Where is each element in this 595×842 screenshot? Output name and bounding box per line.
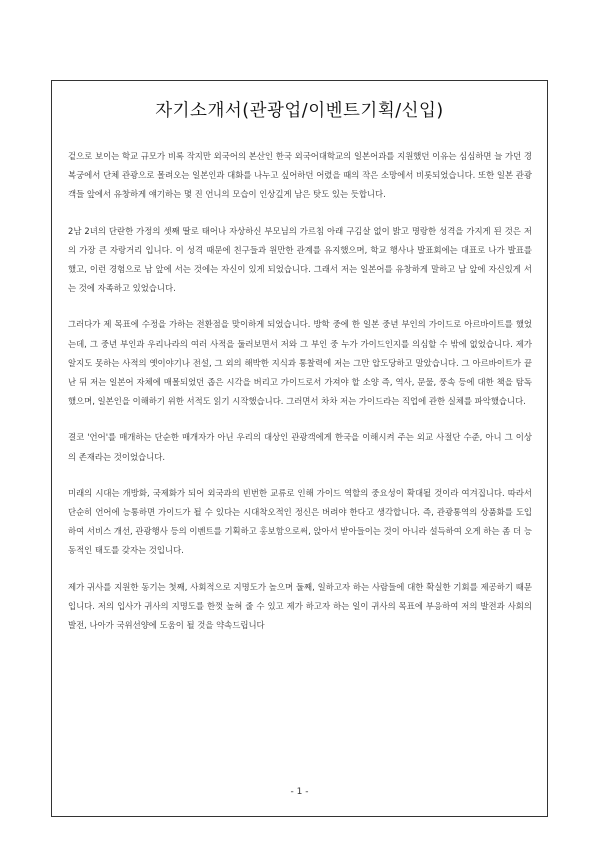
paragraph-2: 2남 2녀의 단란한 가정의 셋째 딸로 태어나 자상하신 부모님의 가르침 아래 구김살 없이 밝고 명랑한 성격을 가지게 된 것은 저의 가장 큰 자랑거리 입니다. 이 성격 때문에 친구들과 원만한 관계를 유지했으며, 학교 행사나 발표회에는 대표로 나가 발표를 했고, 이런 경험으로 남 앞에 서는 것에는 자신이 있게 되었습니다. 그래서 저는 일본어를 유창하게 말하고 남 앞에 자신있게 서는 것에 자족하고 있었습니다. <box>68 225 532 294</box>
paragraph-1: 겉으로 보이는 학교 규모가 비록 작지만 외국어의 본산인 한국 외국어대학교의 일본어과를 지원했던 이유는 심심하면 늘 가던 경복궁에서 단체 관광으로 몰려오는 일본인과 대화를 나누고 싶어하던 어렸을 때의 작은 소망에서 비롯되었습니다. 또한 일본 관광객들 앞에서 유창하게 얘기하는 몇 진 언니의 모습이 인상깊게 남은 탓도 있는 듯합니다. <box>68 151 532 200</box>
document-title: 자기소개서(관광업/이벤트기획/신입) <box>155 101 444 121</box>
paragraph-3: 그러다가 제 목표에 수정을 가하는 전환점을 맞이하게 되었습니다. 방학 중에 한 일본 중년 부인의 가이드로 아르바이트를 했었는데, 그 중년 부인과 우리나라의 여러 사적을 둘러보면서 저와 그 부인 중 누가 가이드인지를 의심할 수 밖에 없었습니다. 제가 알지도 못하는 사적의 옛이야기나 전설, 그 외의 해박한 지식과 통찰력에 저는 그만 압도당하고 말았습니다. 그 아르바이트가 끝난 뒤 저는 일본어 자체에 매몰되었던 좁은 시각을 버리고 가이드로서 가져야 할 소양 즉, 역사, 문물, 풍속 등에 대한 책을 탐독했으며, 일본인을 이해하기 위한 서적도 읽기 시작했습니다. 그러면서 차차 저는 가이드라는 직업에 관한 실체를 파악했습니다. <box>68 319 532 407</box>
paragraph-5: 미래의 시대는 개방화, 국제화가 되어 외국과의 빈번한 교류로 인해 가이드 역할의 중요성이 확대될 것이라 여겨집니다. 따라서 단순히 언어에 능통하면 가이드가 될 수 있다는 시대착오적인 정신은 버려야 한다고 생각합니다. 즉, 관광통역의 상품화를 도입하여 서비스 개선, 관광행사 등의 이벤트를 기획하고 홍보함으로써, 앉아서 받아들이는 것이 아니라 설득하여 오게 하는 좀 더 능동적인 태도를 갖자는 것입니다. <box>68 487 532 556</box>
page-number: - 1 - <box>290 787 309 797</box>
document-frame <box>51 80 548 817</box>
paragraph-6: 제가 귀사를 지원한 동기는 첫째, 사회적으로 지명도가 높으며 둘째, 일하고자 하는 사람들에 대한 확실한 기회를 제공하기 때문입니다. 저의 입사가 귀사의 지명도를 한껏 높혀 줄 수 있고 제가 하고자 하는 일이 귀사의 목표에 부응하여 저의 발전과 사회의 발전, 나아가 국위선양에 도움이 될 것을 약속드립니다 <box>68 581 532 631</box>
paragraph-4: 결코 '언어'를 매개하는 단순한 매개자가 아닌 우리의 대상인 관광객에게 한국을 이해시켜 주는 외교 사절단 수준, 아니 그 이상의 존재라는 것이었습니다. <box>68 432 532 462</box>
document-body <box>68 147 532 652</box>
